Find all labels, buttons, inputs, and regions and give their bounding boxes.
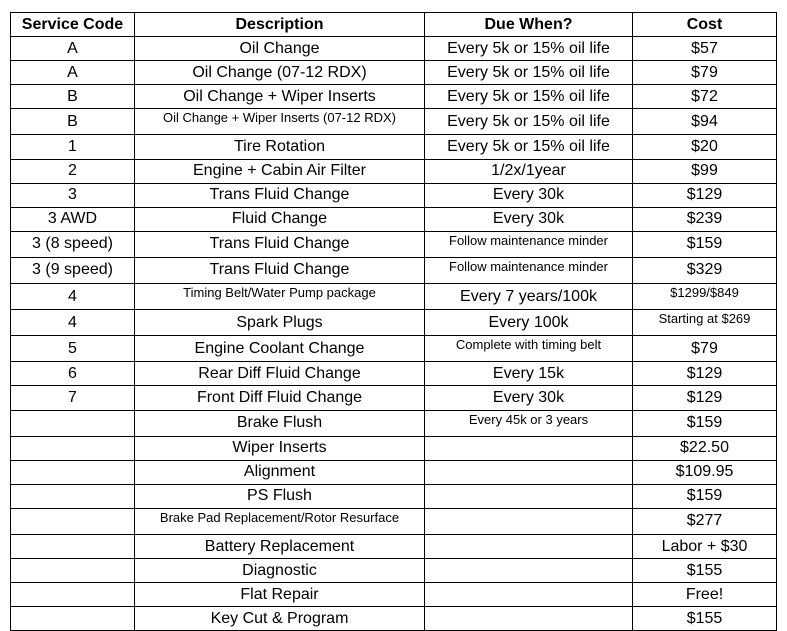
service-code-cell: 3 (8 speed) bbox=[11, 231, 135, 257]
description-cell: Brake Flush bbox=[135, 410, 425, 436]
description-cell: Trans Fluid Change bbox=[135, 257, 425, 283]
description-cell: Engine Coolant Change bbox=[135, 336, 425, 362]
service-code-cell: A bbox=[11, 37, 135, 61]
cost-cell: Free! bbox=[633, 583, 777, 607]
table-body bbox=[11, 37, 777, 631]
cost-cell: $22.50 bbox=[633, 436, 777, 460]
description-cell: Rear Diff Fluid Change bbox=[135, 362, 425, 386]
cost-cell: $99 bbox=[633, 159, 777, 183]
cost-cell: $129 bbox=[633, 362, 777, 386]
header-description: Description bbox=[135, 13, 425, 37]
cost-cell: $79 bbox=[633, 336, 777, 362]
due-when-cell bbox=[425, 436, 633, 460]
due-when-cell: Every 45k or 3 years bbox=[425, 410, 633, 436]
table-row bbox=[11, 436, 777, 460]
service-code-cell bbox=[11, 534, 135, 558]
cost-cell: Labor + $30 bbox=[633, 534, 777, 558]
description-cell: Oil Change + Wiper Inserts (07-12 RDX) bbox=[135, 109, 425, 135]
due-when-cell: Every 30k bbox=[425, 207, 633, 231]
description-cell: PS Flush bbox=[135, 484, 425, 508]
table-row bbox=[11, 386, 777, 410]
cost-cell: $277 bbox=[633, 508, 777, 534]
due-when-cell bbox=[425, 559, 633, 583]
service-code-cell: 1 bbox=[11, 135, 135, 159]
cost-cell: $1299/$849 bbox=[633, 284, 777, 310]
service-code-cell: 7 bbox=[11, 386, 135, 410]
table-row bbox=[11, 183, 777, 207]
description-cell: Front Diff Fluid Change bbox=[135, 386, 425, 410]
description-cell: Oil Change + Wiper Inserts bbox=[135, 85, 425, 109]
service-code-cell: 3 (9 speed) bbox=[11, 257, 135, 283]
description-cell: Fluid Change bbox=[135, 207, 425, 231]
description-cell: Wiper Inserts bbox=[135, 436, 425, 460]
description-cell: Oil Change bbox=[135, 37, 425, 61]
description-cell: Tire Rotation bbox=[135, 135, 425, 159]
table-row bbox=[11, 362, 777, 386]
due-when-cell: Every 100k bbox=[425, 310, 633, 336]
cost-cell: Starting at $269 bbox=[633, 310, 777, 336]
table-row bbox=[11, 310, 777, 336]
cost-cell: $94 bbox=[633, 109, 777, 135]
service-code-cell bbox=[11, 484, 135, 508]
due-when-cell: Every 30k bbox=[425, 386, 633, 410]
cost-cell: $129 bbox=[633, 183, 777, 207]
table-row bbox=[11, 460, 777, 484]
due-when-cell bbox=[425, 484, 633, 508]
table-row bbox=[11, 410, 777, 436]
due-when-cell: Every 5k or 15% oil life bbox=[425, 109, 633, 135]
service-code-cell bbox=[11, 436, 135, 460]
header-row bbox=[11, 13, 777, 37]
service-code-cell: 5 bbox=[11, 336, 135, 362]
header-service-code: Service Code bbox=[11, 13, 135, 37]
table-row bbox=[11, 284, 777, 310]
service-price-table bbox=[10, 12, 777, 631]
table-row bbox=[11, 61, 777, 85]
table-row bbox=[11, 135, 777, 159]
table-row bbox=[11, 336, 777, 362]
due-when-cell: Every 5k or 15% oil life bbox=[425, 85, 633, 109]
table-row bbox=[11, 109, 777, 135]
service-code-cell bbox=[11, 410, 135, 436]
due-when-cell: Every 7 years/100k bbox=[425, 284, 633, 310]
cost-cell: $159 bbox=[633, 484, 777, 508]
service-code-cell bbox=[11, 508, 135, 534]
due-when-cell bbox=[425, 508, 633, 534]
service-code-cell: 4 bbox=[11, 310, 135, 336]
due-when-cell: Every 5k or 15% oil life bbox=[425, 61, 633, 85]
description-cell: Timing Belt/Water Pump package bbox=[135, 284, 425, 310]
table-row bbox=[11, 257, 777, 283]
due-when-cell bbox=[425, 534, 633, 558]
cost-cell: $129 bbox=[633, 386, 777, 410]
cost-cell: $20 bbox=[633, 135, 777, 159]
description-cell: Trans Fluid Change bbox=[135, 231, 425, 257]
service-code-cell bbox=[11, 607, 135, 631]
cost-cell: $79 bbox=[633, 61, 777, 85]
description-cell: Brake Pad Replacement/Rotor Resurface bbox=[135, 508, 425, 534]
description-cell: Flat Repair bbox=[135, 583, 425, 607]
description-cell: Key Cut & Program bbox=[135, 607, 425, 631]
service-code-cell: A bbox=[11, 61, 135, 85]
description-cell: Oil Change (07-12 RDX) bbox=[135, 61, 425, 85]
table-row bbox=[11, 37, 777, 61]
description-cell: Battery Replacement bbox=[135, 534, 425, 558]
service-code-cell: 4 bbox=[11, 284, 135, 310]
table-row bbox=[11, 559, 777, 583]
due-when-cell bbox=[425, 460, 633, 484]
due-when-cell: Every 5k or 15% oil life bbox=[425, 37, 633, 61]
due-when-cell: 1/2x/1year bbox=[425, 159, 633, 183]
due-when-cell bbox=[425, 583, 633, 607]
description-cell: Alignment bbox=[135, 460, 425, 484]
table-row bbox=[11, 159, 777, 183]
due-when-cell: Complete with timing belt bbox=[425, 336, 633, 362]
cost-cell: $155 bbox=[633, 559, 777, 583]
table-row bbox=[11, 231, 777, 257]
description-cell: Spark Plugs bbox=[135, 310, 425, 336]
service-code-cell: 2 bbox=[11, 159, 135, 183]
due-when-cell: Follow maintenance minder bbox=[425, 257, 633, 283]
service-code-cell bbox=[11, 460, 135, 484]
service-code-cell: 3 AWD bbox=[11, 207, 135, 231]
table-row bbox=[11, 484, 777, 508]
cost-cell: $109.95 bbox=[633, 460, 777, 484]
service-code-cell: B bbox=[11, 85, 135, 109]
table-row bbox=[11, 508, 777, 534]
cost-cell: $155 bbox=[633, 607, 777, 631]
description-cell: Trans Fluid Change bbox=[135, 183, 425, 207]
due-when-cell: Follow maintenance minder bbox=[425, 231, 633, 257]
service-code-cell: 6 bbox=[11, 362, 135, 386]
due-when-cell: Every 5k or 15% oil life bbox=[425, 135, 633, 159]
table-row bbox=[11, 583, 777, 607]
header-cost: Cost bbox=[633, 13, 777, 37]
due-when-cell: Every 15k bbox=[425, 362, 633, 386]
table-row bbox=[11, 607, 777, 631]
cost-cell: $239 bbox=[633, 207, 777, 231]
header-due-when: Due When? bbox=[425, 13, 633, 37]
table-row bbox=[11, 207, 777, 231]
cost-cell: $159 bbox=[633, 410, 777, 436]
table-row bbox=[11, 85, 777, 109]
table-row bbox=[11, 534, 777, 558]
description-cell: Engine + Cabin Air Filter bbox=[135, 159, 425, 183]
cost-cell: $72 bbox=[633, 85, 777, 109]
cost-cell: $57 bbox=[633, 37, 777, 61]
service-code-cell bbox=[11, 559, 135, 583]
description-cell: Diagnostic bbox=[135, 559, 425, 583]
service-code-cell: 3 bbox=[11, 183, 135, 207]
service-code-cell bbox=[11, 583, 135, 607]
due-when-cell: Every 30k bbox=[425, 183, 633, 207]
cost-cell: $329 bbox=[633, 257, 777, 283]
service-code-cell: B bbox=[11, 109, 135, 135]
due-when-cell bbox=[425, 607, 633, 631]
cost-cell: $159 bbox=[633, 231, 777, 257]
